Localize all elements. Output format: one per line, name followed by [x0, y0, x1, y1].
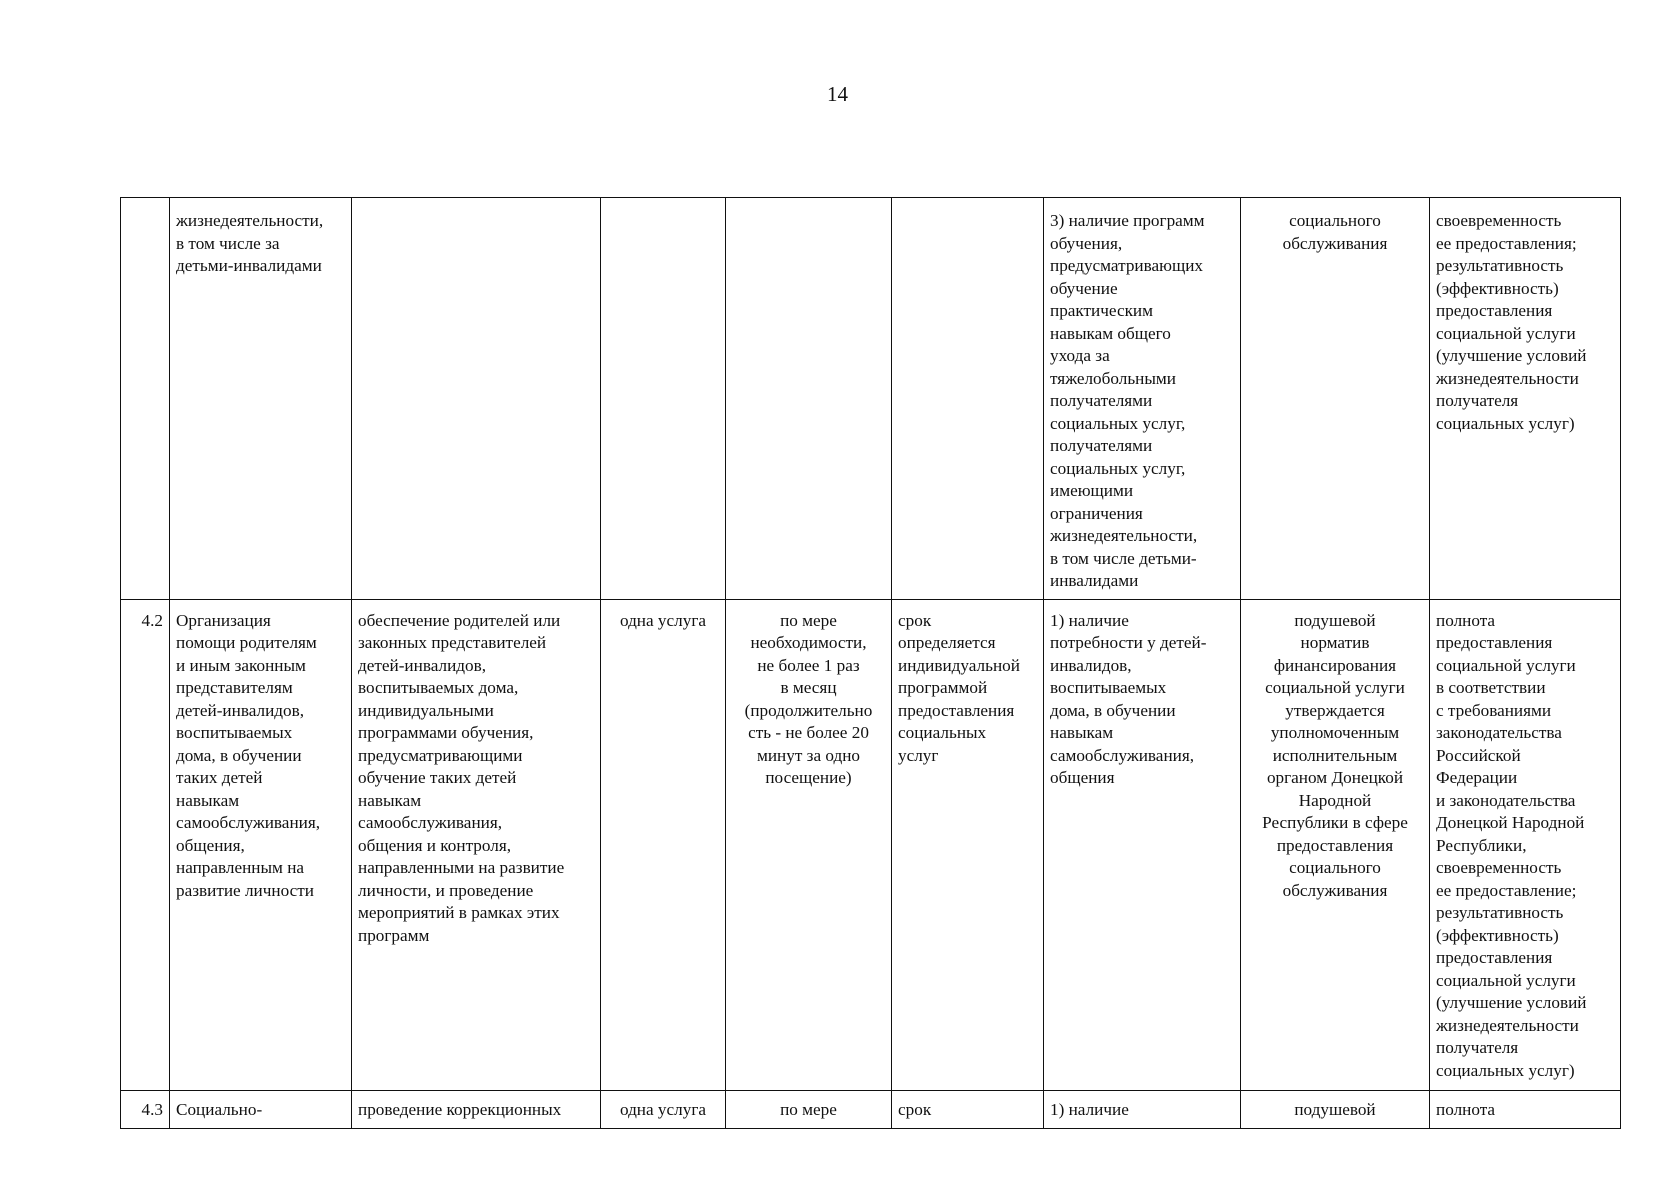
- service-name-cell: Социально-: [170, 1090, 352, 1128]
- service-financing-cell: подушевой норматив финансирования социальной услуги утверждается уполномоченным исполнительным органом Донецкой Народной Республики в сфере предоставления социального обслуживания: [1241, 599, 1430, 1090]
- service-term-cell: срок: [892, 1090, 1044, 1128]
- service-content-cell: [352, 198, 601, 600]
- table-row: [121, 599, 1621, 1090]
- service-name-cell: жизнедеятельности, в том числе за детьми-инвалидами: [170, 198, 352, 600]
- service-name-cell: Организация помощи родителям и иным законным представителям детей-инвалидов, воспитываемых дома, в обучении таких детей навыкам самообслуживания, общения, направленным на развитие личности: [170, 599, 352, 1090]
- service-quality-cell: полнота предоставления социальной услуги в соответствии с требованиями законодательства Российской Федерации и законодательства Донецкой Народной Республики, своевременность ее предоставление; результативность (эффективность) предоставления социальной услуги (улучшение условий жизнедеятельности получателя социальных услуг): [1430, 599, 1621, 1090]
- service-unit-cell: одна услуга: [601, 1090, 726, 1128]
- service-financing-cell: подушевой: [1241, 1090, 1430, 1128]
- table-row: [121, 198, 1621, 600]
- service-indicators-cell: 1) наличие потребности у детей- инвалидов, воспитываемых дома, в обучении навыкам самообслуживания, общения: [1044, 599, 1241, 1090]
- services-table: [120, 197, 1621, 1129]
- service-term-cell: срок определяется индивидуальной программой предоставления социальных услуг: [892, 599, 1044, 1090]
- service-frequency-cell: [726, 198, 892, 600]
- row-number: 4.3: [121, 1090, 170, 1128]
- service-frequency-cell: по мере необходимости, не более 1 раз в месяц (продолжительно сть - не более 20 минут за одно посещение): [726, 599, 892, 1090]
- service-content-cell: обеспечение родителей или законных представителей детей-инвалидов, воспитываемых дома, индивидуальными программами обучения, предусматривающими обучение таких детей навыкам самообслуживания, общения и контроля, направленными на развитие личности, и проведение мероприятий в рамках этих программ: [352, 599, 601, 1090]
- row-number: 4.2: [121, 599, 170, 1090]
- service-term-cell: [892, 198, 1044, 600]
- service-quality-cell: полнота: [1430, 1090, 1621, 1128]
- table-row: [121, 1090, 1621, 1128]
- row-number: [121, 198, 170, 600]
- page-number: 14: [827, 82, 848, 106]
- service-indicators-cell: 1) наличие: [1044, 1090, 1241, 1128]
- service-content-cell: проведение коррекционных: [352, 1090, 601, 1128]
- service-unit-cell: одна услуга: [601, 599, 726, 1090]
- service-indicators-cell: 3) наличие программ обучения, предусматривающих обучение практическим навыкам общего ухода за тяжелобольными получателями социальных услуг, получателями социальных услуг, имеющими ограничения жизнедеятельности, в том числе детьми- инвалидами: [1044, 198, 1241, 600]
- service-financing-cell: социального обслуживания: [1241, 198, 1430, 600]
- service-quality-cell: своевременность ее предоставления; результативность (эффективность) предоставления социальной услуги (улучшение условий жизнедеятельности получателя социальных услуг): [1430, 198, 1621, 600]
- service-unit-cell: [601, 198, 726, 600]
- service-frequency-cell: по мере: [726, 1090, 892, 1128]
